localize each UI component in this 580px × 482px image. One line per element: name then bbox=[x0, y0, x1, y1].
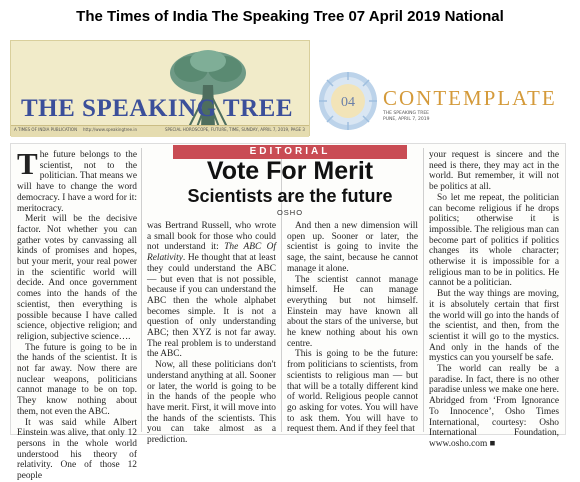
column-divider bbox=[141, 148, 142, 432]
paragraph bbox=[147, 221, 276, 360]
contemplate-sub-2: PUNE, APRIL 7, 2019 bbox=[383, 117, 430, 122]
contemplate-title: CONTEMPLATE bbox=[383, 86, 557, 110]
contemplate-sub-1: THE SPEAKING TREE bbox=[383, 111, 430, 116]
strip-publication: A TIMES OF INDIA PUBLICATION bbox=[14, 127, 78, 132]
article-column-1 bbox=[17, 146, 137, 482]
contemplate-subtitle bbox=[383, 111, 429, 123]
drop-cap: T bbox=[17, 146, 38, 181]
paragraph: But the way things are moving, it is absolutely certain that first the world will go into the hands of the scientist, and then, from the scientist it will go to the mystics. And only in the hands of the mystics can you yourself be safe. bbox=[429, 289, 559, 364]
paragraph: And then a new dimension will open up. Sooner or later, the scientist is going to invite the sage, the saint, because he cannot manage it alone. bbox=[287, 221, 418, 274]
article-column-4 bbox=[429, 150, 559, 450]
book-title: The ABC Of Relativity bbox=[147, 242, 276, 264]
paragraph: Now, all these politicians don't understand anything at all. Sooner or later, the world is going to be in the hands of the people who have merit. First, it will move into the hands of the scientists. This you can take almost as a prediction. bbox=[147, 360, 276, 446]
contemplate-badge-icon bbox=[317, 70, 379, 132]
article-subheadline: Scientists are the future bbox=[187, 186, 393, 206]
paragraph: The future is going to be in the hands of the scientist. It is not far away. Now there are nuclear weapons, politicians cannot manage to be on top. They know nothing about them, not even the ABC. bbox=[17, 342, 137, 417]
paragraph: your request is sincere and the need is there, they may act in the world. But remember, it will not be politics at all. bbox=[429, 150, 559, 193]
article-clipping bbox=[10, 143, 566, 482]
paragraph: So let me repeat, the politician can become religious if he drops politics; otherwise it is impossible. The religious man can become part of politics if politics changes its whole character; otherwise it is impossible for a religious man to be in politics. He cannot be a politician. bbox=[429, 192, 559, 289]
paragraph: The scientist cannot manage himself. He can manage everything but not himself. Einstein may have known all about the stars of the universe, but he knew nothing about his own centre. bbox=[287, 274, 418, 349]
paragraph: Merit will be the decisive factor. Not whether you can gather votes by canvassing all kinds of promises and hopes, but your merit, your real power in the scientific world will decide. And once government comes into the hands of the scientist, then everything is possible because I have called science, objective religion; and religion, subjective science…. bbox=[17, 214, 137, 342]
banner-strip bbox=[11, 125, 309, 137]
strip-info: SPECIAL HOROSCOPE, FUTURE, TIME, SUNDAY, APRIL 7, 2019, PAGE 3 bbox=[165, 127, 305, 132]
article-byline: OSHO bbox=[276, 208, 304, 217]
speaking-tree-masthead: THE SPEAKING TREE bbox=[21, 95, 294, 122]
paragraph: The world can really be a paradise. In fact, there is no other paradise unless we make one here. Abridged from ‘From Ignorance To Innocence’, Osho Times International, courtesy: Osho International Foundation, www.osho.com ■ bbox=[429, 364, 559, 449]
paragraph-text: was Bertrand Russell, who wrote a small book for those who could not understand it: bbox=[147, 221, 276, 253]
column-divider bbox=[423, 148, 424, 432]
editorial-label: EDITORIAL bbox=[173, 145, 407, 159]
paragraph-text: . He thought that at least they could understand the ABC — but even that is not possible, because if you can understand the ABC then the whole alphabet becomes simple. It is not a question of only understanding ABC; then XYZ is not far away. The real problem is to understand the ABC. bbox=[147, 253, 276, 360]
paragraph: This is going to be the future: from politicians to scientists, from scientists to religious man — but that will be a totally different kind of world. Religious people cannot go asking for votes. You will have to ask them. You will have to request them. And if they feel that bbox=[287, 349, 418, 435]
paragraph bbox=[17, 146, 137, 214]
badge-number: 04 bbox=[341, 95, 355, 110]
article-column-3 bbox=[287, 221, 418, 435]
strip-url: http://www.speakingtree.in bbox=[83, 127, 137, 132]
page-title: The Times of India The Speaking Tree 07 April 2019 National bbox=[76, 8, 504, 25]
article-column-2 bbox=[147, 221, 276, 446]
article-headline: Vote For Merit bbox=[206, 157, 374, 185]
paragraph: It was said while Albert Einstein was alive, that only 12 persons in the whole world understood his theory of relativity. One of those 12 people bbox=[17, 417, 137, 482]
speaking-tree-banner bbox=[10, 40, 310, 136]
paragraph-text: he future belongs to the scientist, not to the politician. That means we will have to change the word democracy. I have a word for it: meritocracy. bbox=[17, 150, 137, 214]
